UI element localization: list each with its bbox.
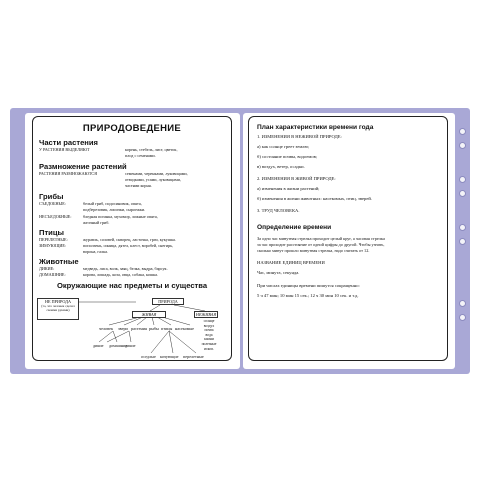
plan-item-1b: б) состояние почвы, водоемов;	[257, 154, 318, 159]
plant-reproduction-text-3: частями корня.	[125, 183, 152, 188]
time-definition-heading: Определение времени	[257, 224, 332, 231]
nonliving-items	[199, 319, 219, 351]
edible-text-1: белый гриб, подосиновик, опята,	[83, 201, 142, 206]
inedible-text-2: желчный гриб.	[83, 220, 110, 225]
kind-label: рыбы	[149, 326, 159, 331]
not-nature-label: НЕ ПРИРОДА	[44, 299, 72, 304]
nonliving-item: солнце	[203, 319, 215, 323]
domestic-label: ДОМАШНИЕ:	[39, 272, 66, 277]
wild-node: дикие	[93, 343, 104, 348]
edible-text-2: подберезовик, лисички, сыроежки.	[83, 207, 146, 212]
animals-heading: Животные	[39, 257, 79, 266]
birds-heading: Птицы	[39, 228, 64, 237]
plant-parts-text-2: плод с семенами.	[125, 153, 156, 158]
nonliving-item: камни	[204, 337, 214, 342]
plant-reproduction-text-2: отводками, усами, луковицами,	[125, 177, 181, 182]
binder-hole	[459, 176, 466, 183]
plant-parts-label: У РАСТЕНИЯ ВЫДЕЛЯЮТ	[39, 147, 90, 152]
group-node: кочующие	[160, 354, 179, 359]
nature-box: ПРИРОДА	[152, 298, 184, 305]
not-nature-box	[37, 298, 79, 320]
kind-label: звери	[118, 326, 128, 331]
plan-item-2b: б) изменения в жизни животных: насекомых, птиц, зверей.	[257, 196, 372, 201]
kind-label: насекомые	[175, 326, 195, 331]
migratory-label: ПЕРЕЛЕТНЫЕ:	[39, 237, 68, 242]
plant-parts-text-1: корень, стебель, лист, цветок,	[125, 147, 178, 152]
wintering-text-1: поползень, синица, дятел, клест, воробей, снегирь,	[83, 243, 174, 248]
inedible-label: НЕСЪЕДОБНЫЕ:	[39, 214, 72, 219]
plant-reproduction-label: РАСТЕНИЯ РАЗМНОЖАЮТСЯ	[39, 171, 98, 176]
nature-diagram	[33, 297, 233, 362]
nature-study-title: ПРИРОДОВЕДЕНИЕ	[82, 123, 182, 134]
wild-node: дикие	[125, 343, 136, 348]
binder-hole	[459, 314, 466, 321]
nonliving-item: воздух	[203, 323, 215, 328]
plant-reproduction-heading: Размножение растений	[39, 162, 127, 171]
binder-hole	[459, 128, 466, 135]
nature-study-panel	[32, 116, 232, 361]
nonliving-item: вода	[205, 332, 213, 337]
season-plan-title: План характеристики времени года	[257, 124, 374, 131]
wintering-text-2: ворона, галка.	[83, 249, 109, 254]
time-panel	[248, 116, 448, 361]
kind-label: человек	[99, 326, 113, 331]
group-node: оседлые	[141, 354, 156, 359]
wild-text: медведь, лиса, волк, заяц, белка, выдра, барсук.	[83, 266, 168, 271]
wintering-label: ЗИМУЮЩИЕ:	[39, 243, 67, 248]
binder-hole	[459, 142, 466, 149]
nonliving-item: полезные	[201, 341, 217, 346]
abbreviation-intro: При числах единицы времени пишутся сокращенно:	[257, 283, 360, 288]
plan-item-2: 2. ИЗМЕНЕНИЯ В ЖИВОЙ ПРИРОДЕ:	[257, 176, 336, 181]
mushrooms-heading: Грибы	[39, 192, 64, 201]
inedible-text-1: бледная поганка, мухомор, ложные опята,	[83, 214, 158, 219]
time-units-text: Час, минута, секунда.	[257, 270, 300, 275]
edible-label: СЪЕДОБНЫЕ:	[39, 201, 66, 206]
nonliving-item: почва	[204, 328, 214, 333]
plant-parts-heading: Части растения	[39, 138, 98, 147]
kind-label: птицы	[161, 326, 173, 331]
nonliving-box: НЕЖИВАЯ	[195, 312, 217, 317]
binder-hole	[459, 300, 466, 307]
not-nature-note: (то, что человек сделал своими руками)	[41, 304, 75, 312]
domestic-node: домашние	[109, 343, 128, 348]
plan-item-3: 3. ТРУД ЧЕЛОВЕКА.	[257, 208, 300, 213]
plan-item-1a: а) как солнце греет землю;	[257, 144, 310, 149]
time-text-line-2: за час проходит расстояние от одной цифры до другой. Чтобы узнать,	[257, 242, 385, 247]
domestic-text: корова, лошадь, коза, овца, собака, кошка.	[83, 272, 159, 277]
plant-reproduction-text-1: семенами, черенками, луковицами,	[125, 171, 188, 176]
group-node: перелетные	[183, 354, 204, 359]
plan-item-1c: в) воздух, ветер, осадки.	[257, 164, 305, 169]
abbreviation-example: 5 ч 47 мин; 10 мин 15 сек.; 12 ч 30 мин 10 сек. и т.д.	[257, 293, 359, 298]
binder-hole	[459, 190, 466, 197]
time-text-line-1: За одно час минутная стрелка проходит целый круг, а часовая стрелка	[257, 236, 385, 241]
migratory-text: журавль, соловей, скворец, ласточка, грач, кукушка.	[83, 237, 176, 242]
binder-hole	[459, 224, 466, 231]
plan-item-1: 1. ИЗМЕНЕНИЯ В НЕЖИВОЙ ПРИРОДЕ:	[257, 134, 342, 139]
time-text-line-3: сколько минут прошло минутная стрелка, надо считать от 12.	[257, 248, 370, 253]
wild-label: ДИКИЕ:	[39, 266, 55, 271]
binder-hole	[459, 238, 466, 245]
plan-item-2a: а) изменения в жизни растений;	[257, 186, 320, 191]
living-box: ЖИВАЯ	[132, 311, 166, 318]
kind-label: растения	[131, 326, 147, 331]
time-units-heading: НАЗВАНИЕ ЕДИНИЦ ВРЕМЕНИ	[257, 260, 325, 265]
nonliving-item: ископ.	[204, 346, 214, 351]
surroundings-heading: Окружающие нас предметы и существа	[56, 281, 208, 290]
